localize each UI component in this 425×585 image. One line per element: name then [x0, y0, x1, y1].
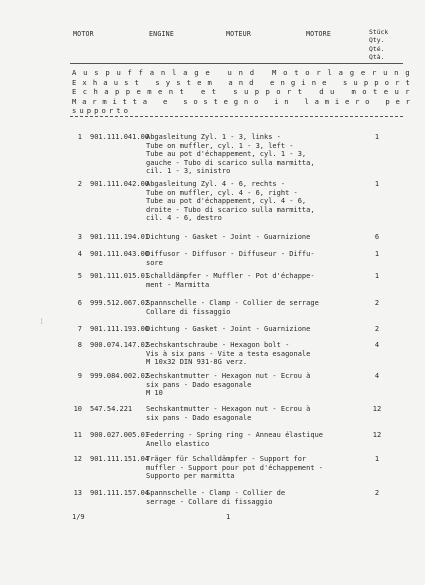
description-line: M 10x32 DIN 931-8G verz.	[146, 358, 248, 367]
description-line: Vis à six pans - Vite a testa esagonale	[146, 349, 311, 358]
header-motor: MOTOR	[73, 30, 94, 38]
qty-label-de: Stück	[369, 28, 389, 36]
part-number: 901.111.151.04	[90, 455, 150, 463]
item-number: 2	[77, 180, 82, 188]
description-line: Collare di fissaggio	[146, 307, 231, 316]
description-line: Anello elastico	[146, 439, 210, 448]
header-moteur: MOTEUR	[226, 30, 252, 38]
description-line: Spannschelle - Clamp - Collier de	[146, 489, 286, 497]
qty-label-en: Qty.	[369, 36, 385, 45]
item-quantity: 12	[372, 431, 382, 439]
item-quantity: 6	[374, 233, 380, 241]
item-description	[146, 372, 368, 398]
item-quantity: 4	[374, 341, 380, 349]
part-number: 901.111.041.00	[90, 133, 150, 141]
description-line: six pans - Dado esagonale	[146, 413, 252, 422]
description-line: Tube au pot d'échappement, cyl. 1 - 3,	[146, 150, 307, 159]
description-line: Sechskantmutter - Hexagon nut - Ecrou à	[146, 372, 311, 380]
description-line: Träger für Schalldämpfer - Support for	[146, 455, 307, 463]
margin-mark: ¦	[40, 318, 44, 325]
item-description	[146, 341, 368, 367]
description-line: Supporto per marmitta	[146, 472, 235, 481]
item-description	[146, 133, 368, 176]
title-line-it-cont: s u p p o r t o	[72, 106, 128, 116]
item-quantity: 1	[374, 272, 380, 280]
item-description	[146, 250, 368, 267]
item-number: 1	[77, 133, 82, 141]
item-quantity: 1	[374, 250, 380, 258]
item-description	[146, 325, 368, 334]
description-line: droite - Tubo di scarico sulla marmitta,	[146, 205, 315, 214]
item-quantity: 1	[374, 180, 380, 188]
item-description	[146, 489, 368, 506]
part-number: 901.111.042.00	[90, 180, 150, 188]
part-number: 901.111.194.01	[90, 233, 150, 241]
description-line: Dichtung - Gasket - Joint - Guarnizione	[146, 325, 311, 333]
part-number: 547.54.221	[90, 405, 133, 413]
description-line: Abgasleitung Zyl. 1 - 3, links -	[146, 133, 281, 141]
item-number: 5	[77, 272, 82, 280]
part-number: 901.111.157.04	[90, 489, 150, 497]
item-quantity: 1	[374, 455, 380, 463]
description-line: Federring - Spring ring - Anneau élastique	[146, 431, 324, 439]
description-line: Sechskantschraube - Hexagon bolt -	[146, 341, 290, 349]
description-line: M 10	[146, 389, 163, 398]
title-line-fr: E c h a p p e m e n t e t s u p p o r t d u m o t e u r	[72, 87, 410, 97]
item-quantity: 2	[374, 489, 380, 497]
item-number: 11	[73, 431, 82, 439]
title-line-en: E x h a u s t s y s t e m a n d e n g i n e s u p p o r t	[72, 77, 410, 87]
item-quantity: 2	[374, 325, 380, 333]
item-quantity: 2	[374, 299, 380, 307]
qty-label-it: Qtà.	[369, 52, 385, 61]
page-number: 1	[226, 513, 231, 521]
header-motore: MOTORE	[306, 30, 332, 38]
qty-label-fr: Qté.	[369, 44, 385, 53]
item-description	[146, 455, 368, 481]
item-number: 8	[77, 341, 82, 349]
item-quantity: 4	[374, 372, 380, 380]
part-number: 901.111.015.01	[90, 272, 150, 280]
description-line: Abgasleitung Zyl. 4 - 6, rechts -	[146, 180, 286, 188]
description-line: Schalldämpfer - Muffler - Pot d'échappe-	[146, 272, 315, 280]
part-number: 999.512.067.02	[90, 299, 150, 307]
description-line: ment - Marmitta	[146, 280, 210, 289]
part-number: 900.074.147.02	[90, 341, 150, 349]
item-quantity: 12	[372, 405, 382, 413]
description-line: Sechskantmutter - Hexagon nut - Ecrou à	[146, 405, 311, 413]
item-number: 12	[73, 455, 82, 463]
description-line: gauche - Tubo di scarico sulla marmitta,	[146, 158, 315, 167]
item-description	[146, 299, 368, 316]
description-line: muffler - Support pour pot d'échappement -	[146, 463, 324, 472]
description-line: serrage - Collare di fissaggio	[146, 497, 273, 506]
title-rule	[70, 116, 403, 117]
item-number: 9	[77, 372, 82, 380]
header-engine: ENGINE	[149, 30, 175, 38]
quantity-header	[369, 28, 388, 61]
description-line: Dichtung - Gasket - Joint - Guarnizione	[146, 233, 311, 241]
item-number: 13	[73, 489, 82, 497]
item-description	[146, 233, 368, 242]
description-line: Spannschelle - Clamp - Collier de serrage	[146, 299, 319, 307]
item-number: 10	[73, 405, 82, 413]
description-line: Diffusor - Diffusor - Diffuseur - Diffu-	[146, 250, 315, 258]
item-number: 4	[77, 250, 82, 258]
description-line: Tube on muffler, cyl. 1 - 3, left -	[146, 141, 294, 150]
item-number: 6	[77, 299, 82, 307]
description-line: cil. 4 - 6, destro	[146, 214, 222, 223]
description-line: Tube on muffler, cyl. 4 - 6, right -	[146, 188, 298, 197]
item-description	[146, 272, 368, 289]
description-line: cil. 1 - 3, sinistro	[146, 167, 231, 176]
part-number: 999.084.002.02	[90, 372, 150, 380]
item-quantity: 1	[374, 133, 380, 141]
item-description	[146, 405, 368, 422]
part-number: 901.111.193.00	[90, 325, 150, 333]
title-line-it: M a r m i t t a e s o s t e g n o i n l a m i e r o p e r	[72, 96, 410, 106]
item-description	[146, 180, 368, 223]
part-number: 901.111.043.00	[90, 250, 150, 258]
title-line-de: A u s p u f f a n l a g e u n d M o t o r l a g e r u n g	[72, 68, 410, 77]
item-description	[146, 431, 368, 448]
description-line: sore	[146, 258, 163, 267]
description-line: six pans - Dado esagonale	[146, 380, 252, 389]
description-line: Tube au pot d'échappement, cyl. 4 - 6,	[146, 197, 307, 206]
page-reference: 1/9	[72, 513, 85, 521]
part-number: 900.027.005.01	[90, 431, 150, 439]
section-title	[72, 68, 410, 116]
item-number: 3	[77, 233, 82, 241]
header-rule	[70, 63, 403, 64]
item-number: 7	[77, 325, 82, 333]
